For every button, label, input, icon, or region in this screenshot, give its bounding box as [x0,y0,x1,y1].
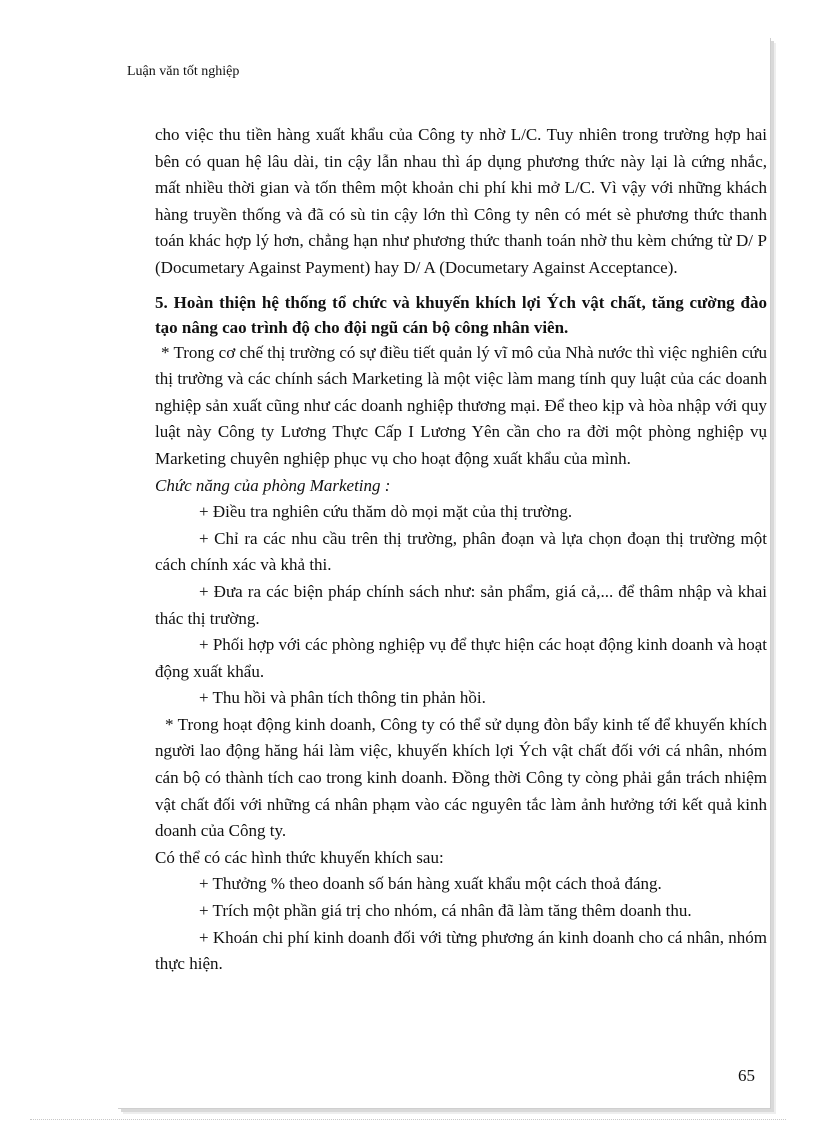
marketing-item-2: + Chỉ ra các nhu cầu trên thị trường, phân đoạn và lựa chọn đoạn thị trường một cách chính xác và khả thi. [155,528,767,575]
marketing-item-1: + Điều tra nghiên cứu thăm dò mọi mặt của thị trường. [199,502,573,522]
marketing-item-4: + Phối hợp với các phòng nghiệp vụ để thực hiện các hoạt động kinh doanh và hoạt động xuất khẩu. [155,635,767,681]
paragraph-lc-payment: cho việc thu tiền hàng xuất khẩu của Công ty nhờ L/C. Tuy nhiên trong trường hợp hai bên có quan hệ lâu dài, tin cậy lẫn nhau thì áp dụng phương thức này lại là cứng nhắc, mất nhiều thời gian và tốn thêm một khoản chi phí khi mở L/C. Vì vậy với những khách hàng truyền thống và đã có sù tin cậy lớn thì Công ty nên có mét sè phương thức thanh toán khác hợp lý hơn, chẳng hạn như phương thức thanh toán nhờ thu kèm chứng từ D/ P (Documetary Against Payment) hay D/ A (Documetary Against Acceptance). [155,125,767,277]
marketing-item-3: + Đưa ra các biện pháp chính sách như: sản phẩm, giá cả,... để thâm nhập và khai thác thị trường. [155,581,767,628]
incentive-item-2: + Trích một phần giá trị cho nhóm, cá nhân đã làm tăng thêm doanh thu. [199,901,692,921]
incentive-item-3: + Khoán chi phí kinh doanh đối với từng phương án kinh doanh cho cá nhân, nhóm thực hiện. [155,927,767,974]
incentive-item-1: + Thưởng % theo doanh số bán hàng xuất khẩu một cách thoả đáng. [199,874,662,894]
section-heading-5: 5. Hoàn thiện hệ thống tổ chức và khuyến khích lợi Ých vật chất, tăng cường đào tạo nâng cao trình độ cho đội ngũ cán bộ công nhân viên. [155,292,767,337]
page-number: 65 [738,1066,755,1085]
marketing-functions-label: Chức năng của phòng Marketing : [155,475,391,495]
running-header: Luận văn tốt nghiệp [127,64,240,79]
bottom-divider [30,1119,786,1120]
incentive-intro: Có thể có các hình thức khuyến khích sau: [155,847,444,867]
marketing-item-5: + Thu hồi và phân tích thông tin phản hồi. [199,688,486,708]
document-body [155,122,767,978]
paragraph-market-mechanism: * Trong cơ chế thị trường có sự điều tiết quản lý vĩ mô của Nhà nước thì việc nghiên cứu thị trường và các chính sách Marketing là một việc làm mang tính quy luật của các doanh nghiệp sản xuất cũng như các doanh nghiệp thương mại. Để theo kịp và hòa nhập với quy luật này Công ty Lương Thực Cấp I Lương Yên cần cho ra đời một phòng nghiệp vụ Marketing chuyên nghiệp phục vụ cho hoạt động xuất khẩu của mình. [155,342,767,468]
paragraph-economic-leverage: * Trong hoạt động kinh doanh, Công ty có thể sử dụng đòn bẩy kinh tế để khuyến khích người lao động hăng hái làm việc, khuyến khích lợi Ých vật chất đối với cá nhân, nhóm cán bộ có thành tích cao trong kinh doanh. Đồng thời Công ty còng phải gắn trách nhiệm vật chất đối với những cá nhân phạm vào các nguyên tắc làm ảnh hưởng tới kết quả kinh doanh của Công ty. [155,714,767,841]
